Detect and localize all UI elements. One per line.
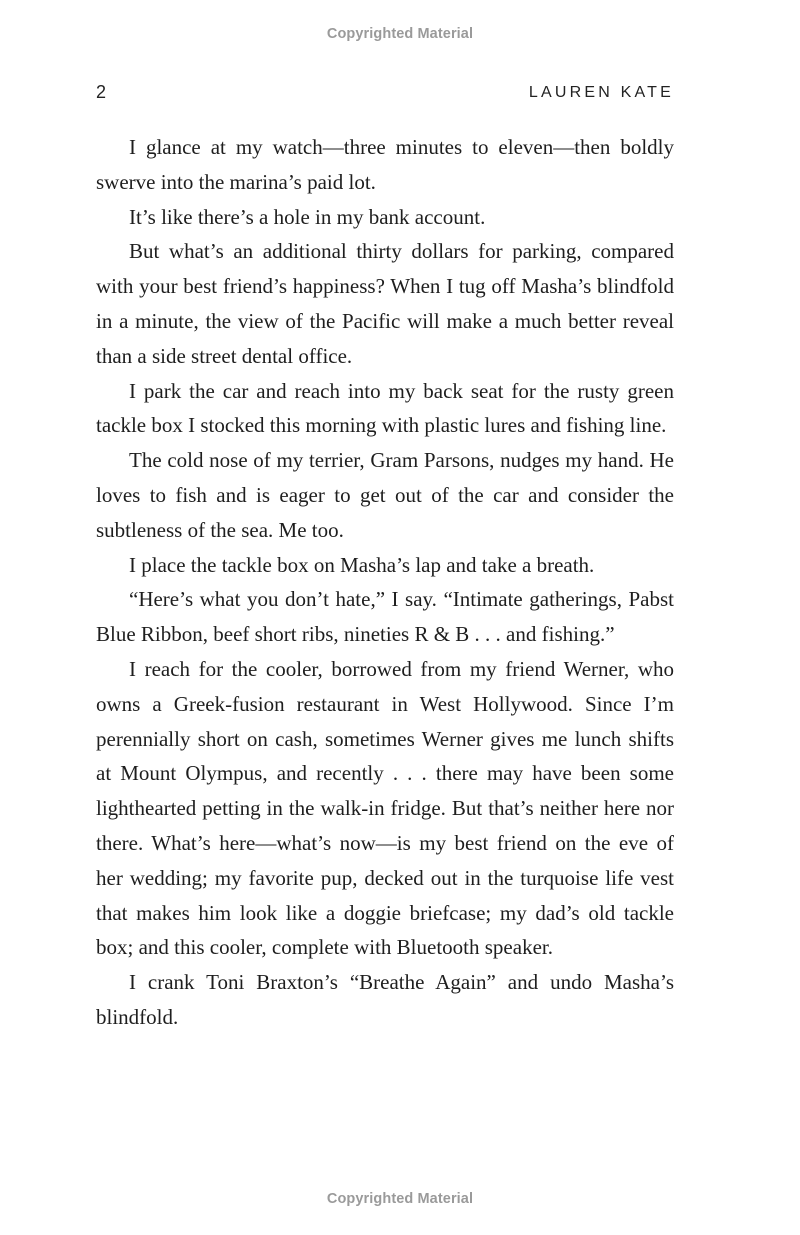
paragraph: It’s like there’s a hole in my bank account. (129, 204, 486, 229)
page-number: 2 (96, 82, 107, 102)
running-header (96, 82, 676, 108)
paragraph: The cold nose of my terrier, Gram Parsons, nudges my hand. He loves to fish and is eager to get out of the car and consider the subtleness of the sea. Me too. (96, 448, 674, 542)
paragraph: I crank Toni Braxton’s “Breathe Again” and undo Masha’s blindfold. (96, 970, 674, 1029)
paragraph: I park the car and reach into my back seat for the rusty green tackle box I stocked this morning with plastic lures and fishing line. (96, 378, 674, 438)
paragraph: I reach for the cooler, borrowed from my friend Werner, who owns a Greek-fusion restaurant in West Hollywood. Since I’m perennially short on cash, sometimes Werner gives me lunch shifts at Mount Olympus, and recently . . . there may have been some lighthearted petting in the walk-in fridge. But that’s neither here nor there. What’s here—what’s now—is my best friend on the eve of her wedding; my favorite pup, decked out in the turquoise life vest that makes him look like a doggie briefcase; my dad’s old tackle box; and this cooler, complete with Bluetooth speaker. (96, 656, 674, 960)
author-name: LAUREN KATE (528, 84, 674, 101)
copyright-watermark-top: Copyrighted Material (326, 26, 474, 42)
paragraph: I place the tackle box on Masha’s lap and take a breath. (129, 552, 595, 577)
copyright-watermark-bottom: Copyrighted Material (326, 1191, 474, 1207)
paragraph: I glance at my watch—three minutes to eleven—then boldly swerve into the marina’s paid lot. (96, 135, 674, 194)
body-text (96, 130, 674, 1035)
paragraph: But what’s an additional thirty dollars for parking, compared with your best friend’s happiness? When I tug off Masha’s blindfold in a minute, the view of the Pacific will make a much better reveal than a side street dental office. (96, 239, 674, 368)
paragraph: “Here’s what you don’t hate,” I say. “Intimate gatherings, Pabst Blue Ribbon, beef short ribs, nineties R & B . . . and fishing.” (96, 587, 674, 647)
